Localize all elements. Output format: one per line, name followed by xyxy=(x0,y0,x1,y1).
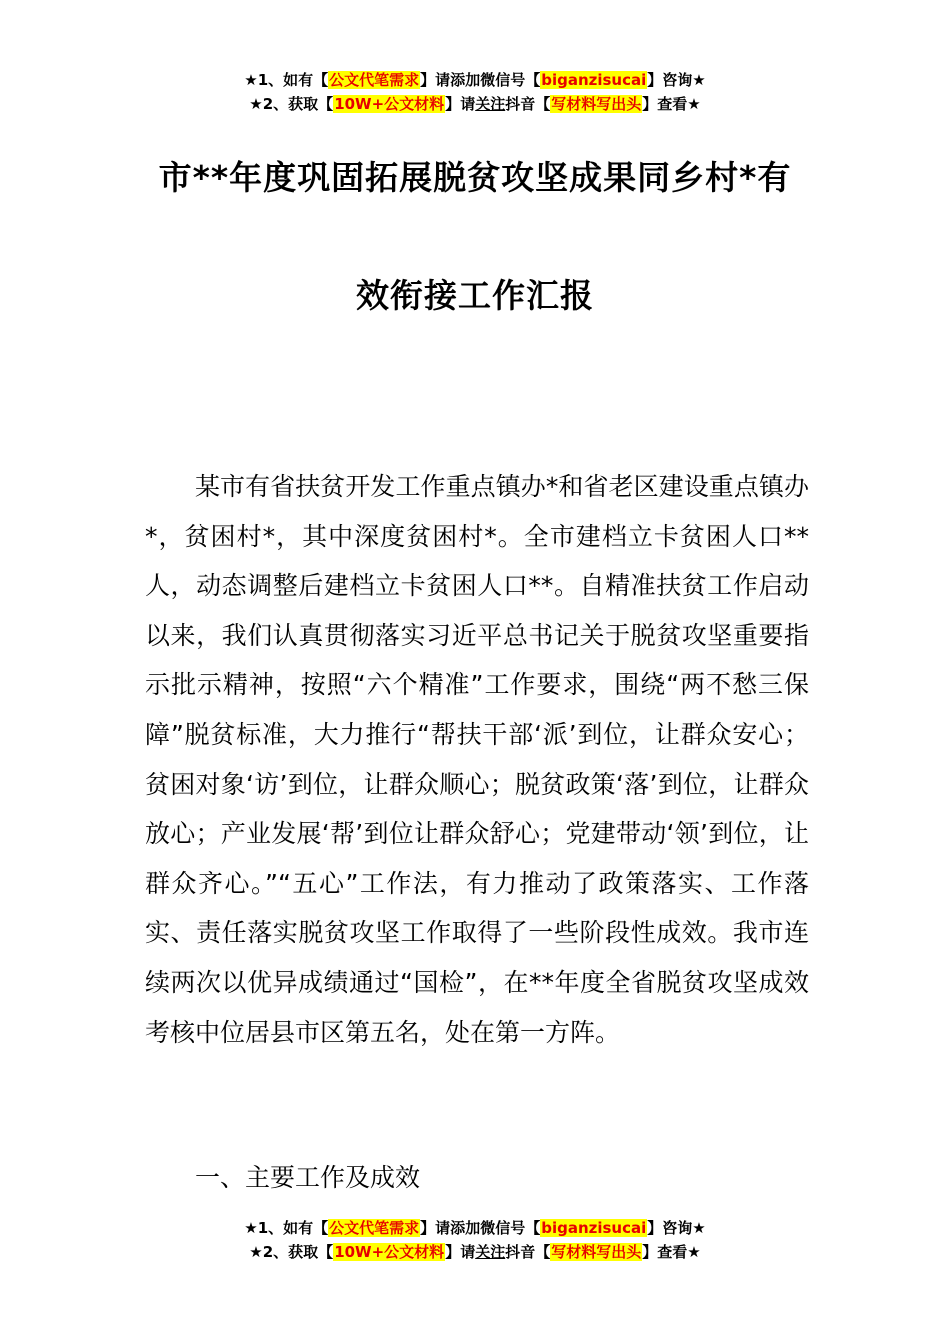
banner-emphasis: 关注 xyxy=(475,1243,506,1261)
banner-highlight: 公文代笔需求 xyxy=(329,71,420,89)
banner-text: 】请 xyxy=(445,95,476,113)
banner-line-2 xyxy=(0,1240,950,1264)
banner-text: 抖音【 xyxy=(505,1243,551,1261)
header-banner xyxy=(0,68,950,116)
banner-highlight: 写材料写出头 xyxy=(551,1243,642,1261)
document-title-line-1: 市**年度巩固拓展脱贫攻坚成果同乡村*有 xyxy=(158,158,792,197)
banner-line-1 xyxy=(0,68,950,92)
banner-text: ★2、获取【 xyxy=(249,1243,334,1261)
banner-text: ★1、如有【 xyxy=(244,71,329,89)
banner-text: ★2、获取【 xyxy=(249,95,334,113)
banner-emphasis: 关注 xyxy=(475,95,506,113)
intro-paragraph: 某市有省扶贫开发工作重点镇办*和省老区建设重点镇办*，贫困村*，其中深度贫困村*。全市建档立卡贫困人口**人，动态调整后建档立卡贫困人口**。自精准扶贫工作启动以来，我们认真贯彻落实习近平总书记关于脱贫攻坚重要指示批示精神，按照“六个精准”工作要求，围绕“两不愁三保障”脱贫标准，大力推行“帮扶干部‘派’到位，让群众安心；贫困对象‘访’到位，让群众顺心；脱贫政策‘落’到位，让群众放心；产业发展‘帮’到位让群众舒心；党建带动‘领’到位，让群众齐心。”“五心”工作法，有力推动了政策落实、工作落实、责任落实脱贫攻坚工作取得了一些阶段性成效。我市连续两次以优异成绩通过“国检”，在**年度全省脱贫攻坚成效考核中位居县市区第五名，处在第一方阵。 xyxy=(145,472,809,1047)
banner-text: 抖音【 xyxy=(505,95,551,113)
document-title-line-2: 效衔接工作汇报 xyxy=(356,276,594,315)
banner-line-2 xyxy=(0,92,950,116)
banner-highlight: biganzisucai xyxy=(541,1219,647,1237)
banner-text: 】请 xyxy=(445,1243,476,1261)
banner-highlight: biganzisucai xyxy=(541,71,647,89)
footer-banner xyxy=(0,1216,950,1264)
banner-highlight: 公文代笔需求 xyxy=(329,1219,420,1237)
banner-emphasis: 加 xyxy=(465,71,481,89)
banner-text: 】请添 xyxy=(420,71,466,89)
banner-text: 】咨询★ xyxy=(647,71,706,89)
banner-line-1 xyxy=(0,1216,950,1240)
banner-text: 微信号【 xyxy=(480,71,541,89)
banner-text: 】请添 xyxy=(420,1219,466,1237)
banner-highlight: 10W+公文材料 xyxy=(334,95,445,113)
banner-text: 微信号【 xyxy=(480,1219,541,1237)
banner-emphasis: 加 xyxy=(465,1219,481,1237)
section-heading: 一、主要工作及成效 xyxy=(195,1163,421,1192)
banner-text: 】咨询★ xyxy=(647,1219,706,1237)
banner-highlight: 写材料写出头 xyxy=(551,95,642,113)
banner-text: 】查看★ xyxy=(642,95,701,113)
banner-text: ★1、如有【 xyxy=(244,1219,329,1237)
banner-highlight: 10W+公文材料 xyxy=(334,1243,445,1261)
banner-text: 】查看★ xyxy=(642,1243,701,1261)
